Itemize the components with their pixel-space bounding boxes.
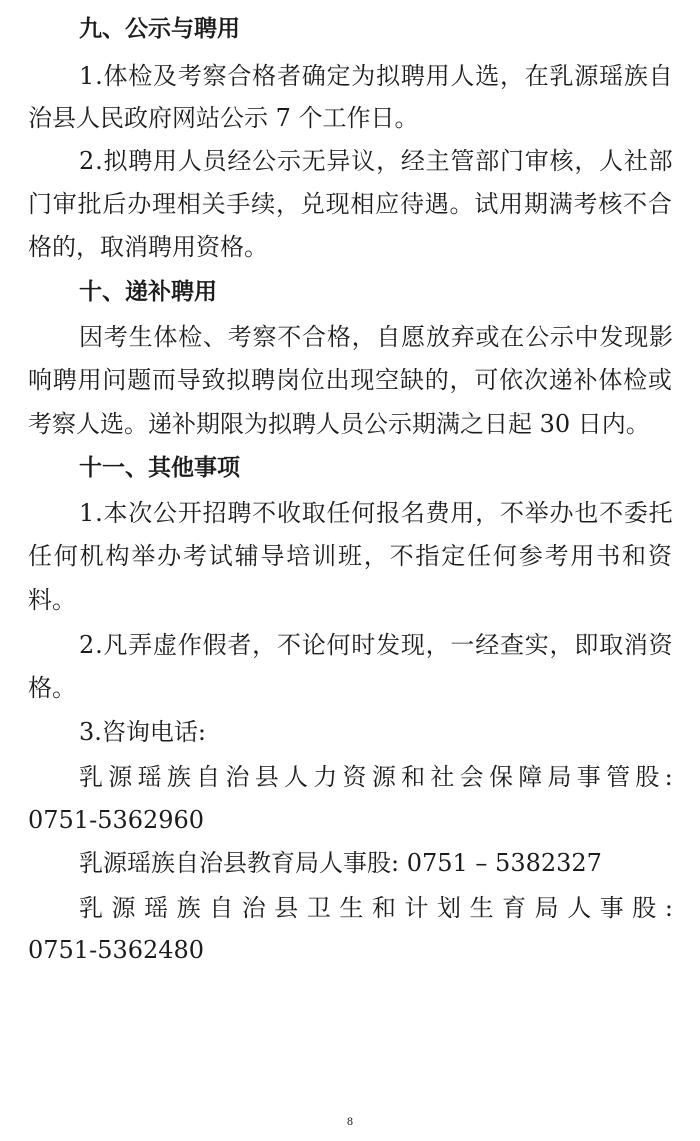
glyph: 不: [499, 499, 524, 527]
glyph: 者: [227, 631, 252, 659]
glyph: 导: [260, 542, 285, 570]
glyph: 用: [450, 499, 475, 527]
glyph: 一: [450, 631, 475, 659]
glyph: 实: [524, 631, 549, 659]
glyph: 何: [351, 499, 376, 527]
glyph: 论: [301, 631, 326, 659]
glyph: 开: [177, 499, 202, 527]
glyph: 期: [523, 190, 548, 218]
glyph: 示: [549, 323, 574, 351]
glyph: 自: [209, 894, 234, 922]
section-heading-other-matters: 十一、其他事项: [79, 455, 240, 481]
glyph: 股: [632, 894, 657, 922]
glyph: 障: [518, 763, 543, 791]
glyph: 用: [425, 62, 450, 90]
glyph: 后: [102, 190, 127, 218]
glyph: 试: [474, 190, 499, 218]
glyph: 缺: [399, 366, 424, 394]
paragraph-line: 治县人民政府网站公示 7 个工作日。: [28, 104, 419, 132]
glyph: 事: [576, 763, 601, 791]
glyph: 、: [202, 323, 227, 351]
glyph: 位: [300, 366, 325, 394]
paragraph-line: [79, 630, 673, 660]
glyph: 现: [350, 366, 375, 394]
glyph: 依: [499, 366, 524, 394]
glyph: 假: [202, 631, 227, 659]
glyph: 何: [326, 631, 351, 659]
paragraph-line: [79, 498, 673, 528]
glyph: 示: [276, 147, 301, 175]
paragraph-line: [79, 322, 673, 352]
paragraph-line: 格的，取消聘用资格。: [28, 233, 268, 261]
glyph: 源: [371, 763, 396, 791]
glyph: 力: [313, 763, 338, 791]
glyph: 拟: [376, 62, 401, 90]
glyph: 任: [467, 542, 492, 570]
glyph: .: [95, 62, 103, 90]
glyph: 聘: [251, 366, 276, 394]
glyph: 核: [598, 190, 623, 218]
glyph: 定: [441, 542, 466, 570]
glyph: 放: [425, 323, 450, 351]
glyph: ，: [252, 631, 277, 659]
glyph: 自: [196, 763, 221, 791]
glyph: 源: [111, 894, 136, 922]
glyph: 班: [337, 542, 362, 570]
glyph: 办: [549, 499, 574, 527]
glyph: 用: [499, 190, 524, 218]
paragraph-line: [28, 365, 672, 395]
glyph: 岗: [275, 366, 300, 394]
glyph: 治: [225, 763, 250, 791]
glyph: 作: [177, 631, 202, 659]
glyph: 资: [648, 631, 673, 659]
glyph: 考: [103, 323, 128, 351]
glyph: 生: [128, 323, 153, 351]
glyph: 弄: [128, 631, 153, 659]
glyph: 次: [128, 499, 153, 527]
glyph: 资: [342, 763, 367, 791]
glyph: 计: [404, 894, 429, 922]
glyph: 办: [127, 190, 152, 218]
glyph: 局: [534, 894, 559, 922]
glyph: 问: [102, 366, 127, 394]
glyph: 资: [647, 542, 672, 570]
glyph: 次: [523, 366, 548, 394]
glyph: 现: [624, 323, 649, 351]
contact-hr-bureau-phone: 0751-5362960: [28, 806, 205, 834]
glyph: 试: [208, 542, 233, 570]
glyph: 人: [283, 763, 308, 791]
glyph: 瑶: [144, 894, 169, 922]
glyph: 考: [177, 62, 202, 90]
glyph: 检: [623, 366, 648, 394]
glyph: 本: [103, 499, 128, 527]
glyph: 体: [598, 366, 623, 394]
glyph: 费: [425, 499, 450, 527]
glyph: 治: [241, 894, 266, 922]
glyph: 取: [599, 631, 624, 659]
glyph: 自: [648, 62, 673, 90]
glyph: 或: [475, 323, 500, 351]
glyph: 门: [28, 190, 52, 218]
glyph: ，: [425, 631, 450, 659]
consultation-phone-label: 3.咨询电话:: [79, 718, 206, 746]
glyph: 部: [648, 147, 673, 175]
glyph: 致: [201, 366, 226, 394]
glyph: ，: [549, 631, 574, 659]
glyph: 公: [252, 147, 277, 175]
glyph: 生: [469, 894, 494, 922]
glyph: 保: [488, 763, 513, 791]
glyph: 满: [548, 190, 573, 218]
glyph: 参: [518, 542, 543, 570]
glyph: .: [95, 147, 103, 175]
glyph: 1: [79, 499, 95, 527]
glyph: 体: [153, 323, 178, 351]
glyph: 拟: [226, 366, 251, 394]
glyph: 关: [201, 190, 226, 218]
glyph: 机: [79, 542, 104, 570]
glyph: 族: [176, 894, 201, 922]
glyph: 聘: [52, 366, 77, 394]
glyph: ，: [376, 147, 401, 175]
glyph: 相: [350, 190, 375, 218]
paragraph-line: [79, 61, 673, 91]
glyph: 源: [108, 763, 133, 791]
glyph: 构: [105, 542, 130, 570]
glyph: .: [95, 631, 103, 659]
glyph: 定: [326, 62, 351, 90]
glyph: 消: [623, 631, 648, 659]
glyph: 收: [276, 499, 301, 527]
glyph: 不: [599, 499, 624, 527]
glyph: 招: [202, 499, 227, 527]
glyph: 确: [301, 62, 326, 90]
glyph: 即: [574, 631, 599, 659]
glyph: 。: [449, 190, 474, 218]
glyph: 和: [371, 894, 396, 922]
glyph: .: [95, 499, 103, 527]
glyph: 管: [606, 763, 631, 791]
glyph: 辅: [234, 542, 259, 570]
glyph: 手: [226, 190, 251, 218]
glyph: 递: [548, 366, 573, 394]
glyph: 察: [202, 62, 227, 90]
glyph: 现: [325, 190, 350, 218]
glyph: 检: [128, 62, 153, 90]
paragraph-line: 料。: [28, 586, 76, 614]
glyph: ，: [499, 62, 524, 90]
glyph: 源: [574, 62, 599, 90]
glyph: 发: [376, 631, 401, 659]
glyph: 选: [475, 62, 500, 90]
glyph: 任: [28, 542, 52, 570]
section-heading-substitute-employment: 十、递补聘用: [79, 279, 217, 305]
glyph: 格: [326, 323, 351, 351]
contact-health-bureau-name: [79, 893, 673, 923]
glyph: 中: [574, 323, 599, 351]
glyph: 因: [79, 323, 103, 351]
paragraph-line: [28, 189, 672, 219]
glyph: 考: [227, 323, 252, 351]
glyph: ，: [475, 499, 500, 527]
glyph: 育: [502, 894, 527, 922]
glyph: 会: [459, 763, 484, 791]
glyph: 出: [325, 366, 350, 394]
glyph: 乳: [79, 894, 103, 922]
glyph: 理: [151, 190, 176, 218]
glyph: 乳: [79, 763, 103, 791]
glyph: 的: [424, 366, 449, 394]
glyph: 县: [274, 894, 299, 922]
glyph: 何: [53, 542, 78, 570]
glyph: 股: [635, 763, 660, 791]
glyph: 卫: [306, 894, 331, 922]
glyph: 员: [202, 147, 227, 175]
glyph: 聘: [227, 499, 252, 527]
glyph: 议: [351, 147, 376, 175]
glyph: 在: [500, 323, 525, 351]
glyph: 格: [252, 62, 277, 90]
glyph: 托: [648, 499, 673, 527]
glyph: 拟: [103, 147, 128, 175]
glyph: 人: [599, 147, 624, 175]
glyph: 合: [647, 190, 672, 218]
glyph: 体: [103, 62, 128, 90]
glyph: 门: [499, 147, 524, 175]
glyph: 局: [547, 763, 572, 791]
glyph: ，: [574, 147, 599, 175]
glyph: ，: [351, 323, 376, 351]
glyph: 核: [549, 147, 574, 175]
glyph: ，: [363, 542, 388, 570]
glyph: 经: [227, 147, 252, 175]
glyph: 而: [151, 366, 176, 394]
glyph: 者: [276, 62, 301, 90]
glyph: 族: [166, 763, 191, 791]
glyph: 划: [437, 894, 462, 922]
glyph: 自: [376, 323, 401, 351]
glyph: 弃: [450, 323, 475, 351]
glyph: 人: [177, 147, 202, 175]
glyph: 社: [430, 763, 455, 791]
glyph: 乳: [549, 62, 574, 90]
glyph: 查: [499, 631, 524, 659]
contact-health-bureau-phone: 0751-5362480: [28, 936, 205, 964]
paragraph-line: [79, 146, 673, 176]
glyph: 和: [401, 763, 426, 791]
glyph: 遇: [424, 190, 449, 218]
glyph: 响: [28, 366, 52, 394]
glyph: 凡: [103, 631, 128, 659]
glyph: 在: [524, 62, 549, 90]
glyph: 愿: [401, 323, 426, 351]
glyph: 兑: [300, 190, 325, 218]
glyph: 生: [339, 894, 364, 922]
glyph: 事: [599, 894, 624, 922]
glyph: 书: [596, 542, 621, 570]
glyph: 异: [326, 147, 351, 175]
glyph: 公: [153, 499, 178, 527]
glyph: 考: [182, 542, 207, 570]
glyph: 应: [375, 190, 400, 218]
glyph: 报: [376, 499, 401, 527]
glyph: 空: [375, 366, 400, 394]
glyph: 举: [131, 542, 156, 570]
glyph: 何: [492, 542, 517, 570]
glyph: 或: [647, 366, 672, 394]
glyph: ，: [275, 190, 300, 218]
page-number: 8: [347, 1114, 353, 1128]
glyph: 导: [176, 366, 201, 394]
glyph: 瑶: [137, 763, 162, 791]
glyph: ，: [449, 366, 474, 394]
glyph: 不: [252, 499, 277, 527]
glyph: 合: [227, 62, 252, 90]
glyph: 人: [450, 62, 475, 90]
glyph: 检: [178, 323, 203, 351]
glyph: :: [664, 894, 673, 922]
glyph: 影: [648, 323, 673, 351]
glyph: 合: [302, 323, 327, 351]
section-heading-public-notice-and-employment: 九、公示与聘用: [79, 16, 240, 42]
paragraph-line: 格。: [28, 674, 76, 702]
glyph: 聘: [400, 62, 425, 90]
glyph: 瑶: [599, 62, 624, 90]
glyph: :: [664, 763, 673, 791]
paragraph-line: 考察人选。递补期限为拟聘人员公示期满之日起 30 日内。: [28, 410, 650, 438]
glyph: 考: [544, 542, 569, 570]
glyph: 虚: [153, 631, 178, 659]
glyph: 用: [570, 542, 595, 570]
glyph: 现: [400, 631, 425, 659]
glyph: 察: [252, 323, 277, 351]
glyph: 县: [254, 763, 279, 791]
glyph: 批: [77, 190, 102, 218]
glyph: 为: [351, 62, 376, 90]
glyph: 族: [623, 62, 648, 90]
glyph: 发: [599, 323, 624, 351]
glyph: 聘: [128, 147, 153, 175]
contact-hr-bureau-name: [79, 762, 673, 792]
glyph: 和: [622, 542, 647, 570]
glyph: 公: [525, 323, 550, 351]
glyph: 不: [276, 631, 301, 659]
glyph: 用: [77, 366, 102, 394]
glyph: 2: [79, 631, 95, 659]
glyph: 续: [251, 190, 276, 218]
glyph: 时: [351, 631, 376, 659]
glyph: 不: [389, 542, 414, 570]
glyph: 委: [623, 499, 648, 527]
glyph: 主: [425, 147, 450, 175]
glyph: 可: [474, 366, 499, 394]
contact-education-bureau: 乳源瑶族自治县教育局人事股: 0751 – 5382327: [79, 849, 602, 877]
glyph: 1: [79, 62, 95, 90]
glyph: 任: [326, 499, 351, 527]
glyph: 及: [153, 62, 178, 90]
glyph: 办: [157, 542, 182, 570]
glyph: 取: [301, 499, 326, 527]
glyph: 不: [277, 323, 302, 351]
glyph: 题: [127, 366, 152, 394]
glyph: 无: [301, 147, 326, 175]
glyph: 待: [399, 190, 424, 218]
glyph: 经: [400, 147, 425, 175]
glyph: 人: [567, 894, 592, 922]
glyph: 考: [573, 190, 598, 218]
glyph: 培: [286, 542, 311, 570]
glyph: 不: [623, 190, 648, 218]
glyph: 经: [475, 631, 500, 659]
glyph: 举: [524, 499, 549, 527]
glyph: 补: [573, 366, 598, 394]
glyph: 部: [475, 147, 500, 175]
glyph: 也: [574, 499, 599, 527]
glyph: 名: [400, 499, 425, 527]
glyph: 相: [176, 190, 201, 218]
glyph: 社: [623, 147, 648, 175]
glyph: 审: [52, 190, 77, 218]
glyph: 训: [312, 542, 337, 570]
glyph: 2: [79, 147, 95, 175]
glyph: 审: [524, 147, 549, 175]
paragraph-line: [28, 541, 672, 571]
glyph: 用: [153, 147, 178, 175]
glyph: 指: [415, 542, 440, 570]
glyph: 管: [450, 147, 475, 175]
